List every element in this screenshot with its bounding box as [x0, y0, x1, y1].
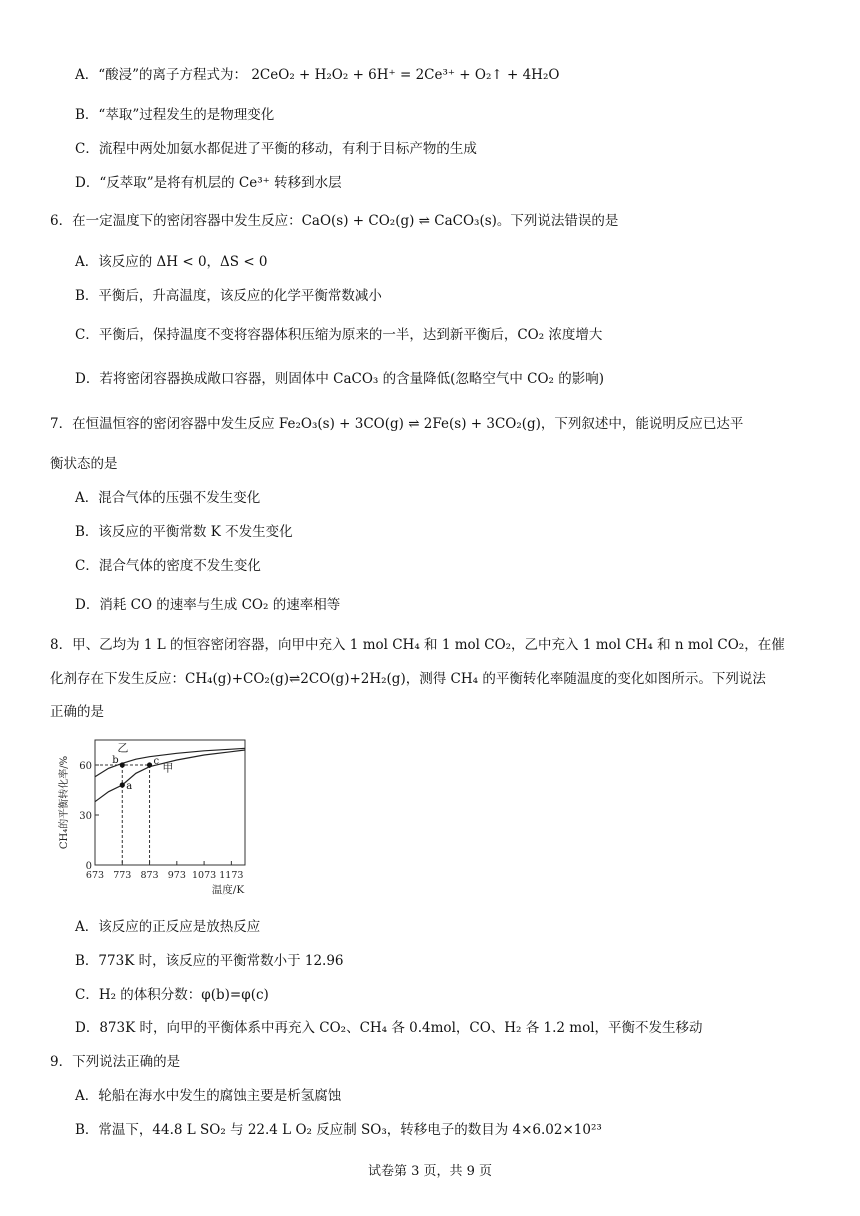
q6-option-b: B．平衡后，升高温度，该反应的化学平衡常数减小 [75, 288, 382, 304]
question-9: 9．下列说法正确的是 [50, 1054, 181, 1070]
q5-option-a: A．“酸浸”的离子方程式为： 2CeO₂ + H₂O₂ + 6H⁺ = 2Ce³⁺ + O₂↑ + 4H₂O [75, 67, 560, 83]
point-label-c: c [153, 756, 160, 767]
y-tick-label: 60 [79, 761, 92, 772]
question-7-cont: 衡状态的是 [50, 456, 118, 472]
point-c [147, 762, 152, 767]
x-tick-label: 673 [85, 870, 105, 881]
x-tick-label: 873 [140, 870, 159, 881]
q5-option-b: B．“萃取”过程发生的是物理变化 [75, 107, 275, 123]
q8-option-d: D．873K 时，向甲的平衡体系中再充入 CO₂、CH₄ 各 0.4mol，CO、H₂ 各 1.2 mol，平衡不发生移动 [75, 1020, 703, 1036]
question-6: 6．在一定温度下的密闭容器中发生反应：CaO(s) + CO₂(g) ⇌ CaCO₃(s)。下列说法错误的是 [50, 213, 619, 229]
q6-option-d: D．若将密闭容器换成敞口容器，则固体中 CaCO₃ 的含量降低(忽略空气中 CO₂ 的影响) [75, 371, 605, 387]
point-label-a: a [126, 781, 133, 792]
x-tick-label: 973 [167, 870, 186, 881]
y-tick-label: 0 [85, 861, 92, 872]
series-label-yi: 乙 [117, 741, 129, 755]
x-axis-label: 温度/K [211, 884, 245, 896]
q7-option-d: D．消耗 CO 的速率与生成 CO₂ 的速率相等 [75, 597, 341, 613]
point-b [120, 762, 125, 767]
point-a [120, 782, 125, 787]
page-footer: 试卷第 3 页，共 9 页 [367, 1164, 493, 1179]
question-8-cont-2: 正确的是 [50, 704, 104, 720]
x-tick-label: 1073 [191, 870, 217, 881]
q6-option-a: A．该反应的 ΔH < 0，ΔS < 0 [75, 254, 268, 270]
q8-option-a: A．该反应的正反应是放热反应 [75, 919, 261, 935]
q7-option-b: B．该反应的平衡常数 K 不发生变化 [75, 524, 293, 540]
x-tick-label: 1173 [219, 870, 244, 881]
q9-option-b: B．常温下，44.8 L SO₂ 与 22.4 L O₂ 反应制 SO₃，转移电子的数目为 4×6.02×10²³ [75, 1122, 602, 1138]
question-7: 7．在恒温恒容的密闭容器中发生反应 Fe₂O₃(s) + 3CO(g) ⇌ 2Fe(s) + 3CO₂(g)，下列叙述中，能说明反应已达平 [50, 416, 744, 432]
x-tick-label: 773 [113, 870, 132, 881]
q6-option-c: C．平衡后，保持温度不变将容器体积压缩为原来的一半，达到新平衡后，CO₂ 浓度增大 [75, 327, 603, 343]
q7-option-a: A．混合气体的压强不发生变化 [75, 490, 261, 506]
q7-option-c: C．混合气体的密度不发生变化 [75, 558, 261, 574]
series-label-jia: 甲 [162, 761, 174, 775]
q9-option-a: A．轮船在海水中发生的腐蚀主要是析氢腐蚀 [75, 1088, 342, 1104]
q5-option-d: D．“反萃取”是将有机层的 Ce³⁺ 转移到水层 [75, 175, 342, 191]
q5-option-c: C．流程中两处加氨水都促进了平衡的移动，有利于目标产物的生成 [75, 141, 477, 157]
q8-option-b: B．773K 时，该反应的平衡常数小于 12.96 [75, 953, 344, 969]
question-8-cont-1: 化剂存在下发生反应：CH₄(g)+CO₂(g)⇌2CO(g)+2H₂(g)，测得 CH₄ 的平衡转化率随温度的变化如图所示。下列说法 [50, 671, 766, 687]
conversion-chart [50, 735, 270, 905]
point-label-b: b [112, 755, 119, 766]
y-tick-label: 30 [79, 811, 92, 822]
q8-option-c: C．H₂ 的体积分数：φ(b)=φ(c) [75, 987, 269, 1003]
y-axis-label: CH₄的平衡转化率/% [59, 755, 70, 850]
question-8: 8．甲、乙均为 1 L 的恒容密闭容器，向甲中充入 1 mol CH₄ 和 1 mol CO₂，乙中充入 1 mol CH₄ 和 n mol CO₂，在催 [50, 637, 785, 653]
